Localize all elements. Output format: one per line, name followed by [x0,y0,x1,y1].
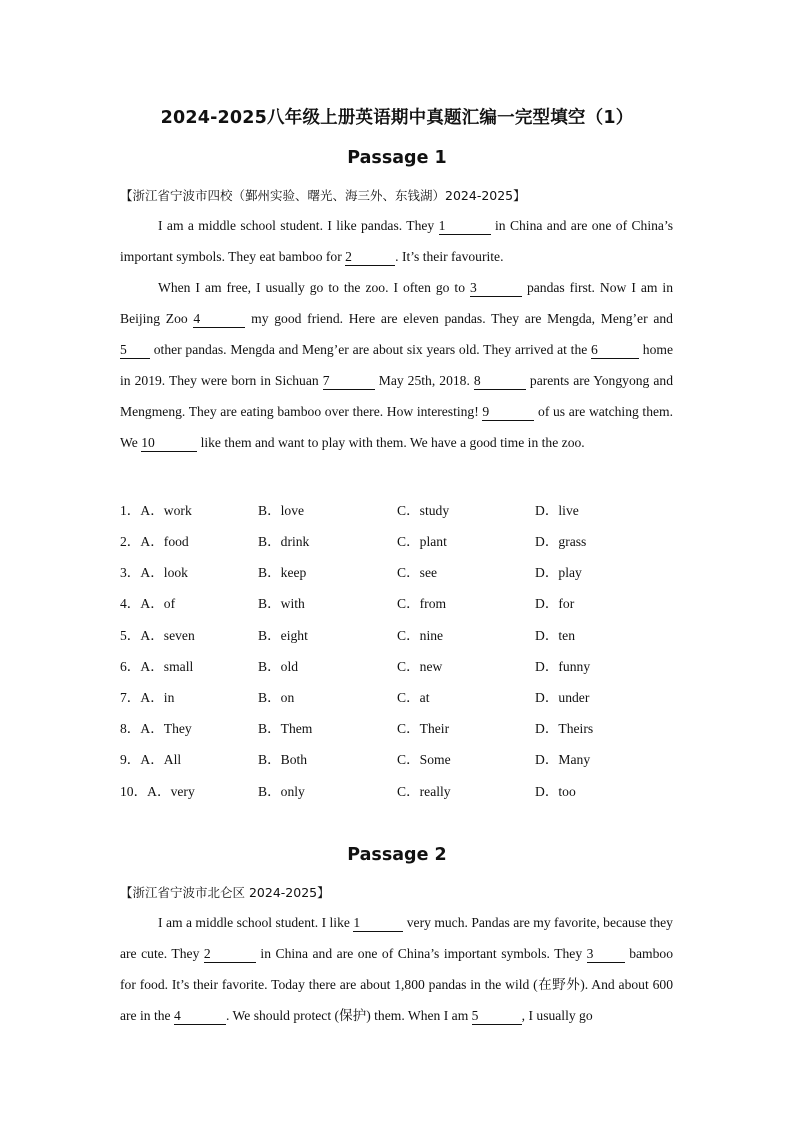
blank-3: 3 [470,280,522,297]
option-b: B．on [258,690,295,705]
passage-1-paragraph-1: I am a middle school student. I like pandas. They 1 in China and are one of China’s important symbols. They eat bamboo for 2 . It’s their favourite. [120,218,674,264]
option-d: D．Many [535,752,591,767]
option-c: C．see [397,565,438,580]
option-row [120,592,680,612]
blank-4: 4 [174,1008,226,1025]
option-d: D．funny [535,659,591,674]
blank-10: 10 [141,435,197,452]
option-a: 2．A．food [120,534,189,549]
option-c: C．plant [397,534,447,549]
passage-1-paragraph-2: When I am free, I usually go to the zoo. I often go to 3 pandas first. Now I am in Beijing Zoo 4 my good friend. Here are eleven pandas. They are Mengda, Meng’er and 5 other pandas. Mengda and Meng’er are about six years old. They arrived at the 6 home in 2019. They were born in Sichuan 7 May 25th, 2018. 8 parents are Yongyong and Mengmeng. They are eating bamboo over there. How interesting! 9 of us are watching them. We 10 like them and want to play with them. We have a good time in the zoo. [120,280,674,450]
blank-1: 1 [439,218,491,235]
option-a: 6．A．small [120,659,194,674]
blank-1: 1 [353,915,403,932]
option-a: 8．A．They [120,721,192,736]
option-d: D．ten [535,628,576,643]
option-b: B．Both [258,752,308,767]
option-c: C．nine [397,628,444,643]
option-b: B．with [258,596,305,611]
option-d: D．under [535,690,590,705]
option-c: C．at [397,690,430,705]
blank-2: 2 [204,946,256,963]
option-row [120,686,680,706]
blank-6: 6 [591,342,639,359]
option-d: D．play [535,565,582,580]
option-row [120,561,680,581]
option-a: 9．A．All [120,752,182,767]
passage-2-source: 【浙江省宁波市北仑区 2024-2025】 [120,885,330,900]
blank-8: 8 [474,373,526,390]
option-row [120,624,680,644]
option-d: D．for [535,596,575,611]
option-a: 10．A．very [120,784,195,799]
option-b: B．old [258,659,299,674]
document-title: 2024-2025八年级上册英语期中真题汇编一完型填空（1） [160,108,634,128]
option-b: B．drink [258,534,310,549]
option-c: C．new [397,659,443,674]
option-row [120,748,680,768]
option-row [120,655,680,675]
blank-7: 7 [323,373,375,390]
option-d: D．too [535,784,576,799]
option-c: C．Their [397,721,450,736]
passage-1-source: 【浙江省宁波市四校（鄞州实验、曙光、海三外、东钱湖）2024-2025】 [120,188,526,203]
option-d: D．grass [535,534,587,549]
blank-3: 3 [587,946,625,963]
option-b: B．keep [258,565,307,580]
blank-5: 5 [120,342,150,359]
option-c: C．from [397,596,447,611]
blank-2: 2 [345,249,395,266]
option-c: C．Some [397,752,451,767]
option-c: C．really [397,784,451,799]
option-b: B．eight [258,628,308,643]
option-c: C．study [397,503,450,518]
option-a: 5．A．seven [120,628,195,643]
option-row [120,717,680,737]
option-a: 7．A．in [120,690,175,705]
option-row [120,780,680,800]
option-a: 3．A．look [120,565,188,580]
option-b: B．only [258,784,305,799]
passage-1-heading: Passage 1 [347,148,447,168]
option-d: D．live [535,503,579,518]
blank-9: 9 [482,404,534,421]
option-row [120,530,680,550]
option-b: B．love [258,503,305,518]
passage-2-heading: Passage 2 [347,845,447,865]
option-b: B．Them [258,721,313,736]
blank-5: 5 [472,1008,522,1025]
option-a: 4．A．of [120,596,176,611]
option-a: 1．A．work [120,503,192,518]
option-row [120,499,680,519]
option-d: D．Theirs [535,721,594,736]
blank-4: 4 [193,311,245,328]
passage-2-paragraph-1: I am a middle school student. I like 1 very much. Pandas are my favorite, because they are cute. They 2 in China and are one of China’s important symbols. They 3 bamboo for food. It’s their favorite. Today there are about 1,800 pandas in the wild (在野外). And about 600 are in the 4 . We should protect (保护) them. When I am 5 , I usually go [120,915,673,1023]
